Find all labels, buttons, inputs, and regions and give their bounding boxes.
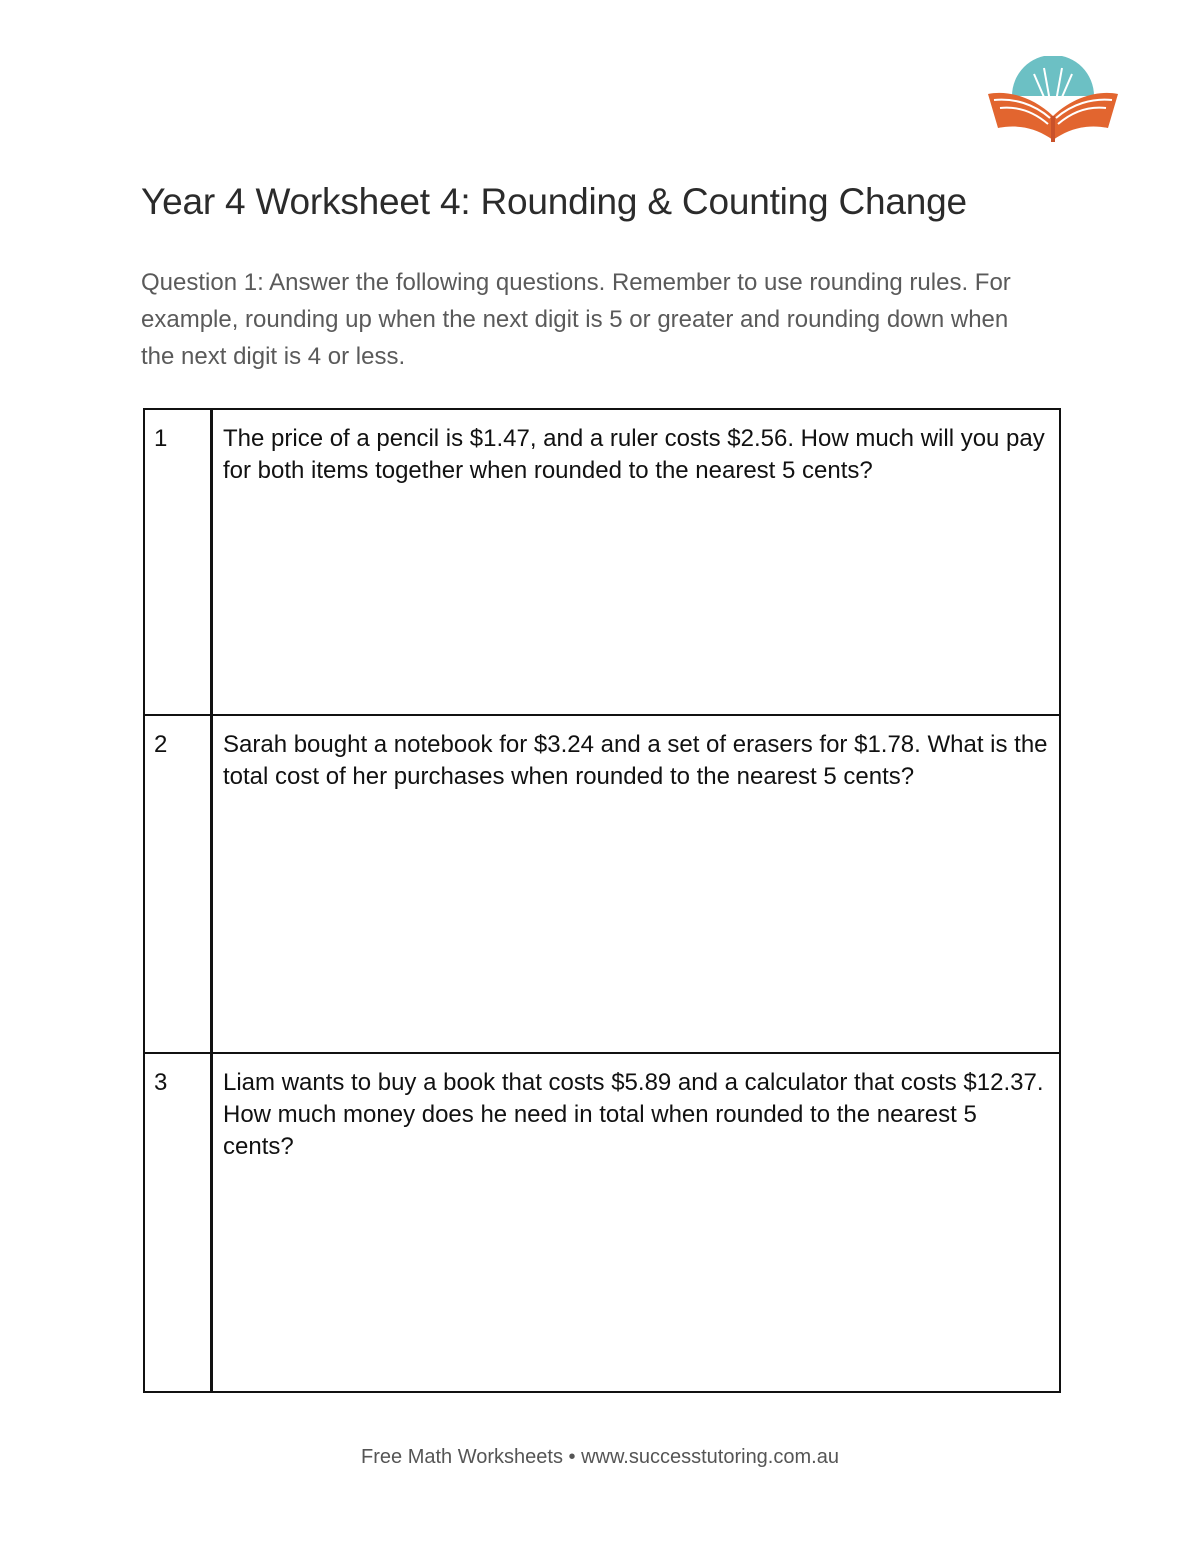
question-number: 1 <box>144 409 212 715</box>
question-number: 3 <box>144 1053 212 1392</box>
open-book-sunrise-logo-icon <box>984 56 1122 144</box>
table-row <box>144 715 1060 1053</box>
page-footer: Free Math Worksheets • www.successtutoring.com.au <box>361 1446 839 1468</box>
questions-table <box>143 408 1061 1393</box>
question-text: Sarah bought a notebook for $3.24 and a set of erasers for $1.78. What is the total cost of her purchases when rounded to the nearest 5 cents? <box>212 715 1061 1053</box>
table-row <box>144 1053 1060 1392</box>
question-text: Liam wants to buy a book that costs $5.89 and a calculator that costs $12.37. How much money does he need in total when rounded to the nearest 5 cents? <box>212 1053 1061 1392</box>
logo <box>984 56 1122 144</box>
question-text: The price of a pencil is $1.47, and a ruler costs $2.56. How much will you pay for both items together when rounded to the nearest 5 cents? <box>212 409 1061 715</box>
question-number: 2 <box>144 715 212 1053</box>
page-title: Year 4 Worksheet 4: Rounding & Counting Change <box>141 181 967 222</box>
question-instructions: Question 1: Answer the following questions. Remember to use rounding rules. For example, rounding up when the next digit is 5 or greater and rounding down when the next digit is 4 or less. <box>141 269 1011 370</box>
table-row <box>144 409 1060 715</box>
